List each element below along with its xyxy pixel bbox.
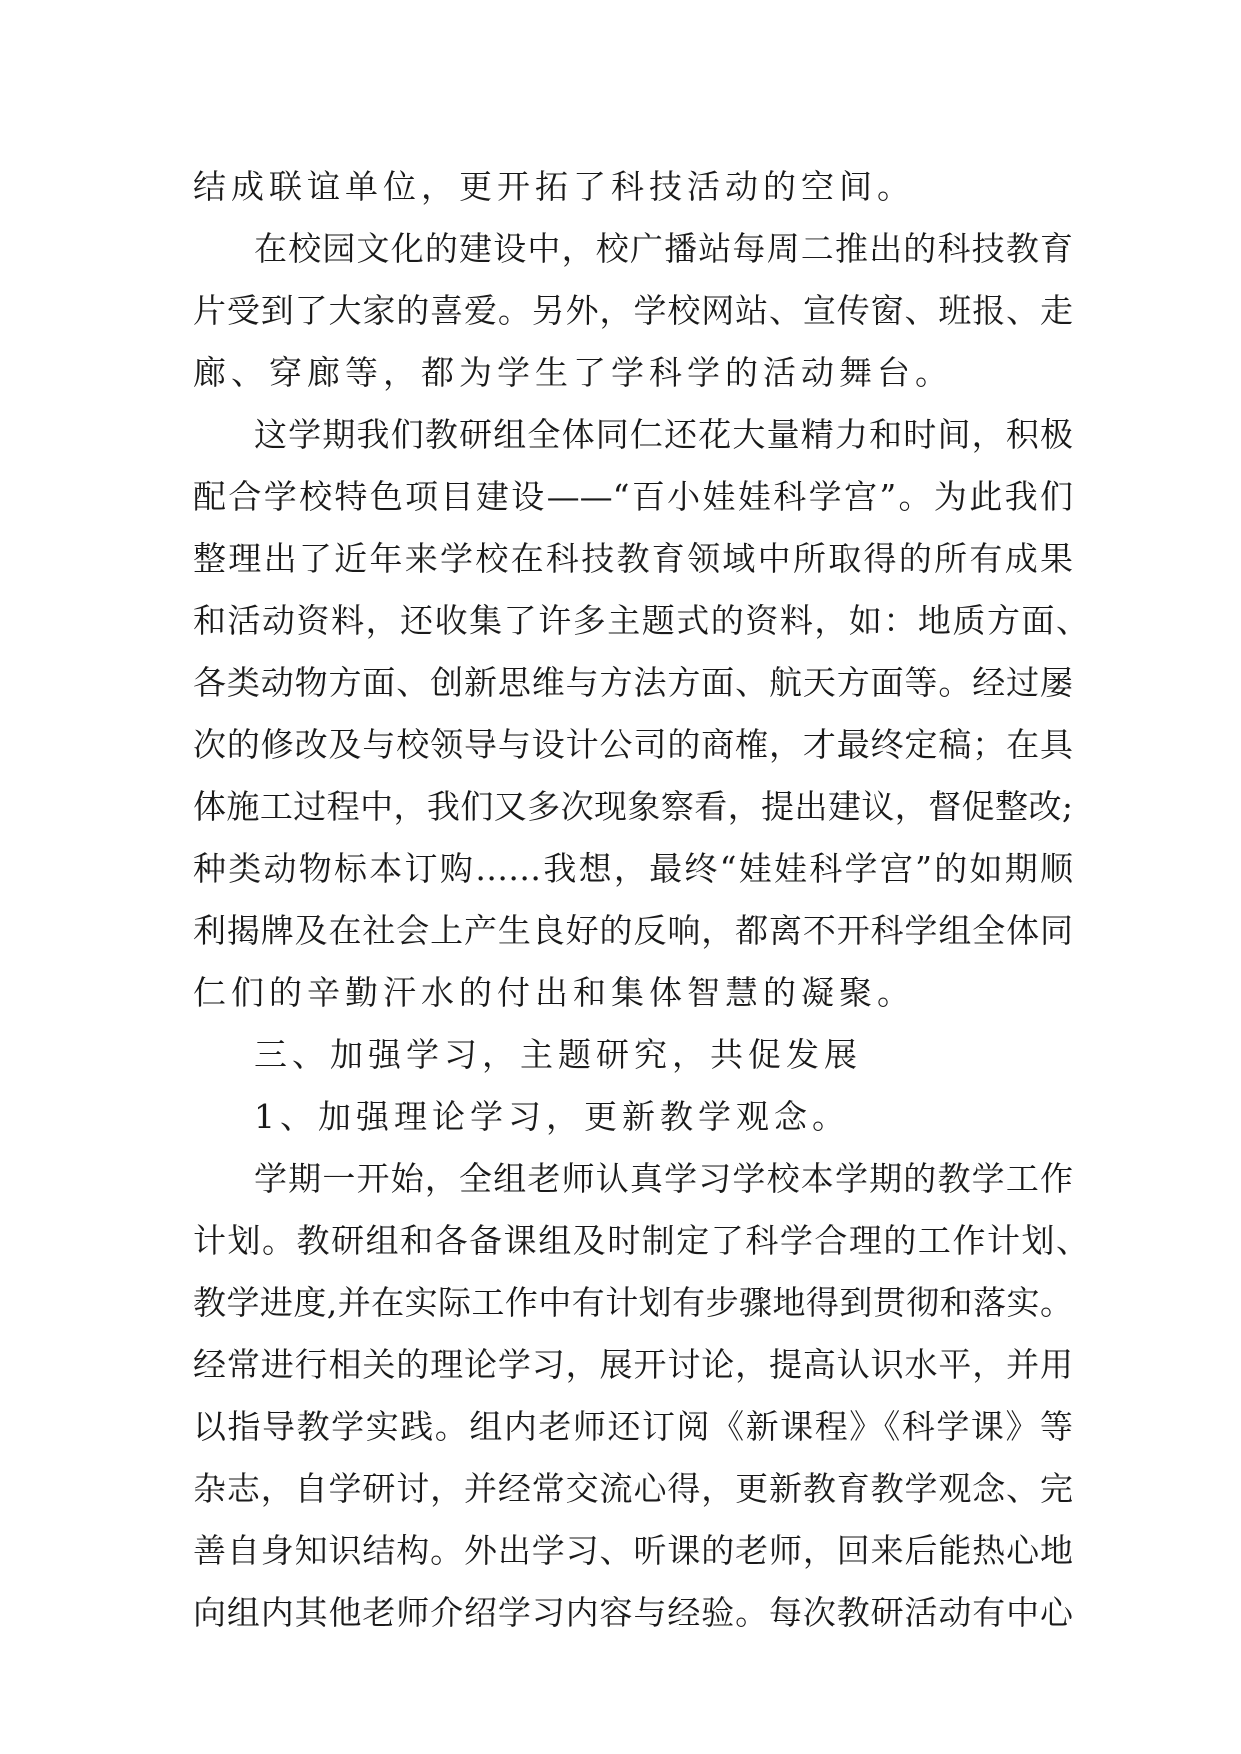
text-line: 学期一开始，全组老师认真学习学校本学期的教学工作 — [254, 1159, 1073, 1198]
text-line: 和活动资料，还收集了许多主题式的资料，如：地质方面、 — [193, 601, 1089, 640]
text-line: 利揭牌及在社会上产生良好的反响，都离不开科学组全体同 — [193, 911, 1073, 950]
text-line: 杂志，自学研讨，并经常交流心得，更新教育教学观念、完 — [193, 1469, 1073, 1508]
text-line: 结成联谊单位，更开拓了科技活动的空间。 — [193, 167, 915, 206]
text-line: 种类动物标本订购……我想，最终“娃娃科学宫”的如期顺 — [193, 849, 1073, 888]
text-line: 向组内其他老师介绍学习内容与经验。每次教研活动有中心 — [193, 1593, 1073, 1632]
text-line: 片受到了大家的喜爱。另外，学校网站、宣传窗、班报、走 — [193, 291, 1073, 330]
text-line: 配合学校特色项目建设——“百小娃娃科学宫”。为此我们 — [193, 477, 1073, 516]
text-line: 整理出了近年来学校在科技教育领域中所取得的所有成果 — [193, 539, 1073, 578]
subsection-heading: 1、加强理论学习，更新教学观念。 — [254, 1097, 850, 1136]
text-line: 经常进行相关的理论学习，展开讨论，提高认识水平，并用 — [193, 1345, 1073, 1384]
text-line: 体施工过程中，我们又多次现象察看，提出建议，督促整改; — [193, 787, 1073, 826]
text-line: 仁们的辛勤汗水的付出和集体智慧的凝聚。 — [193, 973, 915, 1012]
text-line: 这学期我们教研组全体同仁还花大量精力和时间，积极 — [254, 415, 1073, 454]
text-line: 在校园文化的建设中，校广播站每周二推出的科技教育 — [254, 229, 1073, 268]
text-line: 次的修改及与校领导与设计公司的商榷，才最终定稿；在具 — [193, 725, 1073, 764]
section-heading: 三、加强学习，主题研究，共促发展 — [254, 1035, 862, 1074]
text-line: 以指导教学实践。组内老师还订阅《新课程》《科学课》等 — [193, 1407, 1073, 1446]
text-line: 教学进度,并在实际工作中有计划有步骤地得到贯彻和落实。 — [193, 1283, 1073, 1322]
text-line: 善自身知识结构。外出学习、听课的老师，回来后能热心地 — [193, 1531, 1073, 1570]
text-line: 计划。教研组和各备课组及时制定了科学合理的工作计划、 — [193, 1221, 1089, 1260]
text-line: 廊、穿廊等，都为学生了学科学的活动舞台。 — [193, 353, 953, 392]
text-line: 各类动物方面、创新思维与方法方面、航天方面等。经过屡 — [193, 663, 1073, 702]
